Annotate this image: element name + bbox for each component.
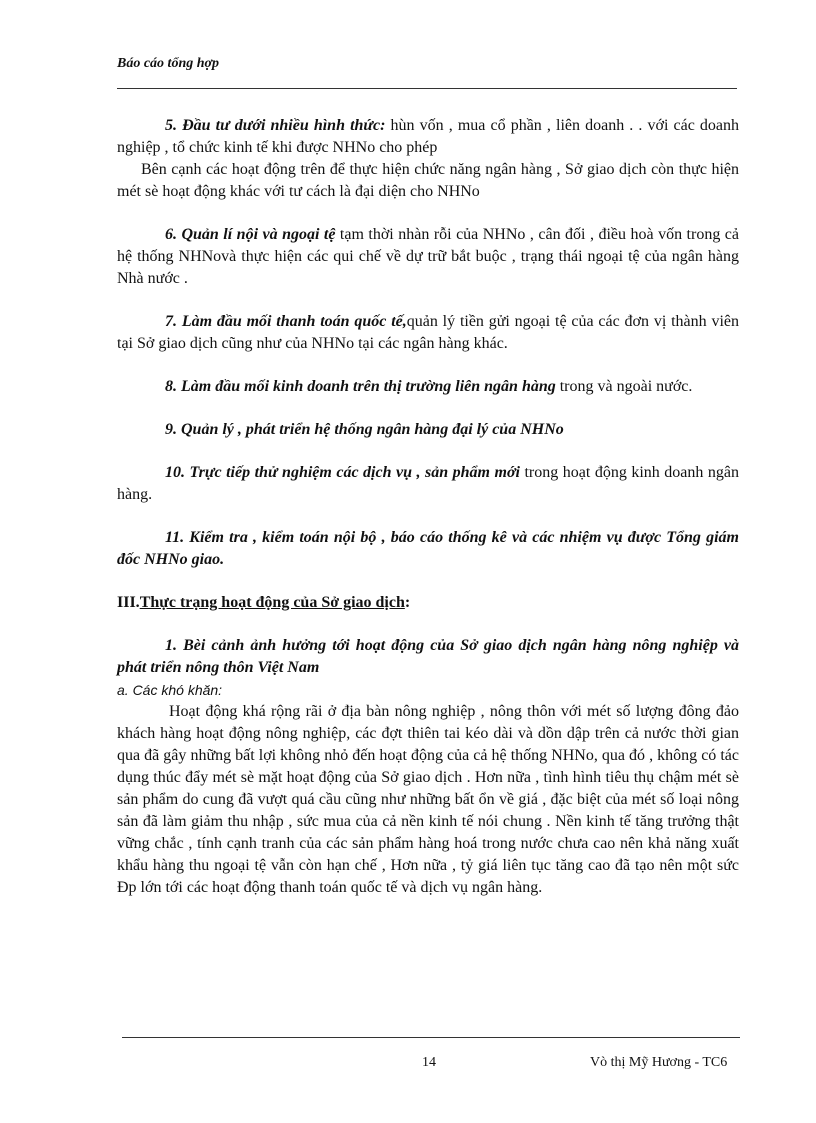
page-number: 14 [422,1055,436,1070]
item-8: 8. Làm đầu mối kinh doanh trên thị trường liên ngân hàng trong và ngoài nước. [165,378,693,395]
subsection-heading: 1. Bèi cảnh ảnh hưởng tới hoạt động của Sở giao dịch ngân hàng nông nghiệp và phát triển nông thôn Việt Nam [117,637,739,676]
item-7: 7. Làm đầu mối thanh toán quốc tế,quản lý tiền gửi ngoại tệ của các đơn vị thành viên tại Sở giao dịch cũng như của NHNo tại các ngân hàng khác. [117,313,739,352]
paragraph-other-activities: Bên cạnh các hoạt động trên để thực hiện chức năng ngân hàng , Sở giao dịch còn thực hiện mét sè hoạt động khác với tư cách là đại diện cho NHNo [117,161,739,200]
footer-author: Vò thị Mỹ Hương - TC6 [590,1055,728,1070]
item-10: 10. Trực tiếp thử nghiệm các dịch vụ , sản phẩm mới trong hoạt động kinh doanh ngân hàng. [117,464,739,503]
subheading-difficulties: a. Các khó khăn: [117,682,223,698]
header-title: Báo cáo tổng hợp [117,56,220,71]
item-9: 9. Quản lý , phát triển hệ thống ngân hàng đại lý của NHNo [165,421,564,438]
item-11: 11. Kiểm tra , kiểm toán nội bộ , báo cáo thống kê và các nhiệm vụ được Tổng giám đốc NHNo giao. [117,529,739,568]
header-divider [117,88,737,89]
item-6: 6. Quản lí nội và ngoại tệ tạm thời nhàn rỗi của NHNo , cân đối , điều hoà vốn trong cả hệ thống NHNovà thực hiện các qui chế về dự trữ bắt buộc , trạng thái ngoại tệ của ngân hàng Nhà nước . [117,226,740,287]
document-body [117,115,739,899]
item-5: 5. Đầu tư dưới nhiều hình thức: hùn vốn , mua cổ phần , liên doanh . . với các doanh nghiệp , tổ chức kinh tế khi được NHNo cho phép [117,117,740,156]
footer-divider [122,1037,740,1038]
section-heading: III.Thực trạng hoạt động của Sở giao dịch: [117,594,411,611]
paragraph-difficulties: Hoạt động khá rộng rãi ở địa bàn nông nghiệp , nông thôn với mét số lượng đông đảo khách hàng hoạt động nông nghiệp, các đợt thiên tai kéo dài và dồn dập trên cả nước thời gian qua đã gây những bất lợi không nhỏ đến hoạt động của cả hệ thống NHNo, qua đó , không có tác dụng thúc đẩy mét sè mặt hoạt động của Sở giao dịch . Hơn nữa , tình hình tiêu thụ chậm mét sè sản phẩm do cung đã vượt quá cầu cũng như những bất ổn về giá , đặc biệt của mét số loại nông sản đã làm giảm thu nhập , sức mua của cả nền kinh tế nói chung . Nền kinh tế tăng trưởng thật vững chắc , tính cạnh tranh của các sản phẩm hàng hoá trong nước chưa cao nên khả năng xuất khẩu hàng thu ngoại tệ vẫn còn hạn chế , Hơn nữa , tỷ giá liên tục tăng cao đã tạo nên một sức Ðp lớn tới các hoạt động thanh toán quốc tế và dịch vụ ngân hàng. [117,703,739,896]
